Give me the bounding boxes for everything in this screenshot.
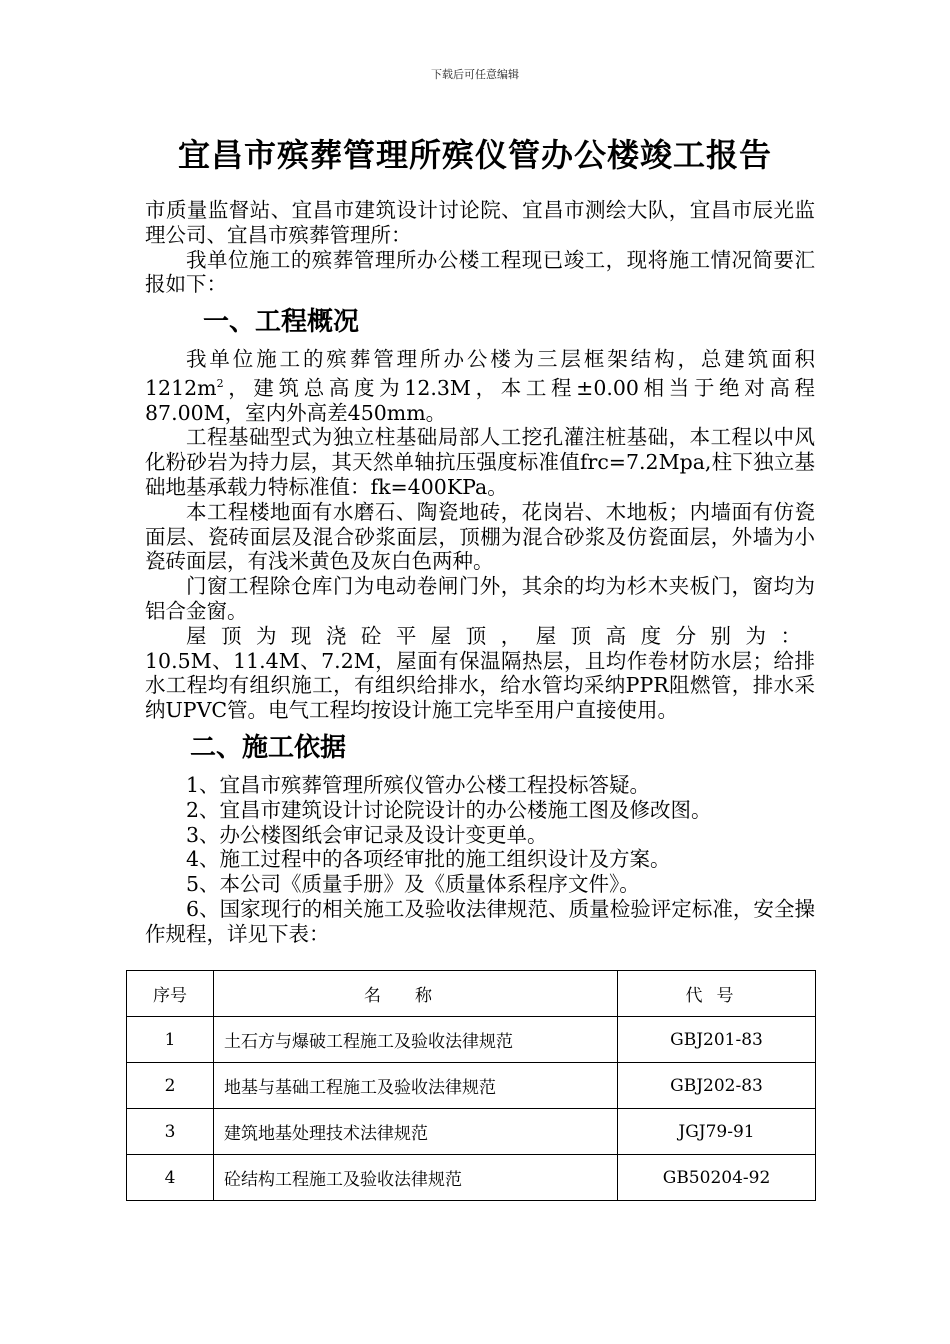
row-name: 地基与基础工程施工及验收法律规范 [214, 1063, 618, 1109]
row-code: GB50204-92 [618, 1155, 816, 1201]
document-title: 宜昌市殡葬管理所殡仪管办公楼竣工报告 [177, 136, 772, 174]
row-code: GBJ201-83 [618, 1017, 816, 1063]
table-row [127, 1155, 816, 1201]
row-name: 建筑地基处理技术法律规范 [214, 1109, 618, 1155]
intro-paragraph: 我单位施工的殡葬管理所办公楼工程现已竣工，现将施工情况简要汇报如下： [145, 247, 815, 297]
basis-item: 3、办公楼图纸会审记录及设计变更单。 [186, 822, 548, 847]
addressee: 市质量监督站、宜昌市建筑设计讨论院、宜昌市测绘大队，宜昌市辰光监理公司、宜昌市殡葬管理所： [145, 198, 815, 247]
basis-item: 2、宜昌市建筑设计讨论院设计的办公楼施工图及修改图。 [186, 797, 712, 822]
basis-item: 6、国家现行的相关施工及验收法律规范、质量检验评定标准，安全操作规程，详见下表： [145, 896, 815, 946]
standards-table [126, 970, 816, 1201]
table-header-row [127, 971, 816, 1017]
table-row [127, 1109, 816, 1155]
basis-item: 1、宜昌市殡葬管理所殡仪管办公楼工程投标答疑。 [186, 772, 651, 797]
basis-item: 5、本公司《质量手册》及《质量体系程序文件》。 [186, 872, 640, 897]
header-number: 序号 [127, 971, 214, 1017]
row-code: JGJ79-91 [618, 1109, 816, 1155]
area-superscript: 2 [216, 376, 224, 390]
row-number: 4 [127, 1155, 214, 1201]
header-code: 代号 [618, 971, 816, 1017]
row-number: 3 [127, 1109, 214, 1155]
row-code: GBJ202-83 [618, 1063, 816, 1109]
section2-heading: 二、施工依据 [190, 732, 347, 763]
row-name: 砼结构工程施工及验收法律规范 [214, 1155, 618, 1201]
header-name: 名称 [214, 971, 618, 1017]
overview-paragraph-3: 本工程楼地面有水磨石、陶瓷地砖，花岗岩、木地板；内墙面有仿瓷面层、瓷砖面层及混合砂浆面层，顶棚为混合砂浆及仿瓷面层，外墙为小瓷砖面层，有浅米黄色及灰白色两种。 [145, 499, 815, 574]
basis-item: 4、施工过程中的各项经审批的施工组织设计及方案。 [186, 847, 671, 872]
row-number: 1 [127, 1017, 214, 1063]
document-body [145, 198, 815, 947]
table-row [127, 1063, 816, 1109]
overview-p5-b: 10.5M、11.4M、7.2M，屋面有保温隔热层，且均作卷材防水层；给排水工程均有组织施工，有组织给排水，给水管均采纳PPR阻燃管，排水采纳UPVC管。电气工程均按设计施工完毕至用户直接使用。 [145, 648, 815, 723]
section1-heading: 一、工程概况 [203, 307, 360, 338]
overview-p5-a: 屋顶为现浇砼平屋顶，屋顶高度分别为： [186, 623, 815, 648]
header-note: 下载后可任意编辑 [431, 68, 519, 81]
row-number: 2 [127, 1063, 214, 1109]
row-name: 土石方与爆破工程施工及验收法律规范 [214, 1017, 618, 1063]
overview-paragraph-5 [145, 624, 815, 723]
overview-p1-a: 我单位施工的殡葬管理所办公楼为三层框架结构，总建筑面积1212m [145, 347, 815, 400]
overview-paragraph-4: 门窗工程除仓库门为电动卷闸门外，其余的均为杉木夹板门，窗均为铝合金窗。 [145, 574, 815, 623]
overview-paragraph-1 [145, 347, 815, 425]
overview-paragraph-2: 工程基础型式为独立柱基础局部人工挖孔灌注桩基础，本工程以中风化粉砂岩为持力层，其天然单轴抗压强度标准值frc=7.2Mpa,柱下独立基础地基承载力特标准值：fk=400KPa。 [145, 425, 815, 499]
overview-p1-b: ，建筑总高度为12.3M，本工程±0.00相当于绝对高程87.00M，室内外高差450mm。 [145, 375, 815, 425]
table-row [127, 1017, 816, 1063]
